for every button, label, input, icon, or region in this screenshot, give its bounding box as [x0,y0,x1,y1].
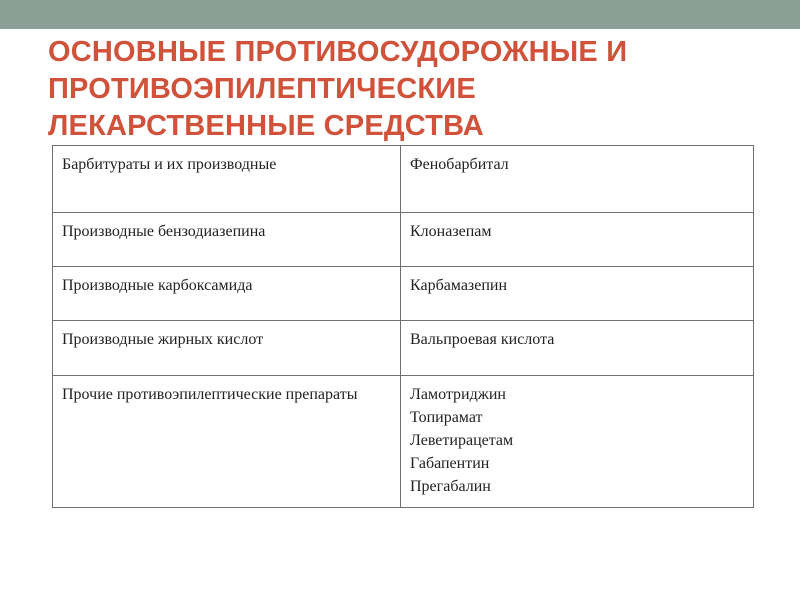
table-row [53,267,754,321]
drug-group-cell: Прочие противоэпилептические препараты [53,376,401,508]
drug-group-cell: Производные карбоксамида [53,267,401,321]
slide-title-line: ОСНОВНЫЕ ПРОТИВОСУДОРОЖНЫЕ И [48,36,628,68]
drug-name: Карбамазепин [410,277,508,294]
drug-names-cell [401,213,754,267]
table-row [53,376,754,508]
drug-group-cell: Барбитураты и их производные [53,146,401,213]
drug-name: Фенобарбитал [410,156,509,173]
drug-names-cell [401,146,754,213]
drug-name: Габапентин [410,455,490,472]
drug-names-cell [401,267,754,321]
drug-name: Клоназепам [410,223,492,240]
drug-name: Топирамат [410,409,483,426]
slide-title [48,34,768,145]
top-accent-bar [0,0,800,29]
drug-names-cell [401,376,754,508]
drug-name: Вальпроевая кислота [410,331,555,348]
table-row [53,213,754,267]
table-row [53,146,754,213]
drug-name: Ламотриджин [410,386,506,403]
drug-group-cell: Производные жирных кислот [53,321,401,376]
drug-name: Леветирацетам [410,432,514,449]
table-row [53,321,754,376]
drug-names-cell [401,321,754,376]
drug-classes-table [52,145,754,508]
slide-title-line: ПРОТИВОЭПИЛЕПТИЧЕСКИЕ [48,73,476,105]
slide-title-line: ЛЕКАРСТВЕННЫЕ СРЕДСТВА [48,110,484,142]
drug-group-cell: Производные бензодиазепина [53,213,401,267]
drug-name: Прегабалин [410,478,491,495]
